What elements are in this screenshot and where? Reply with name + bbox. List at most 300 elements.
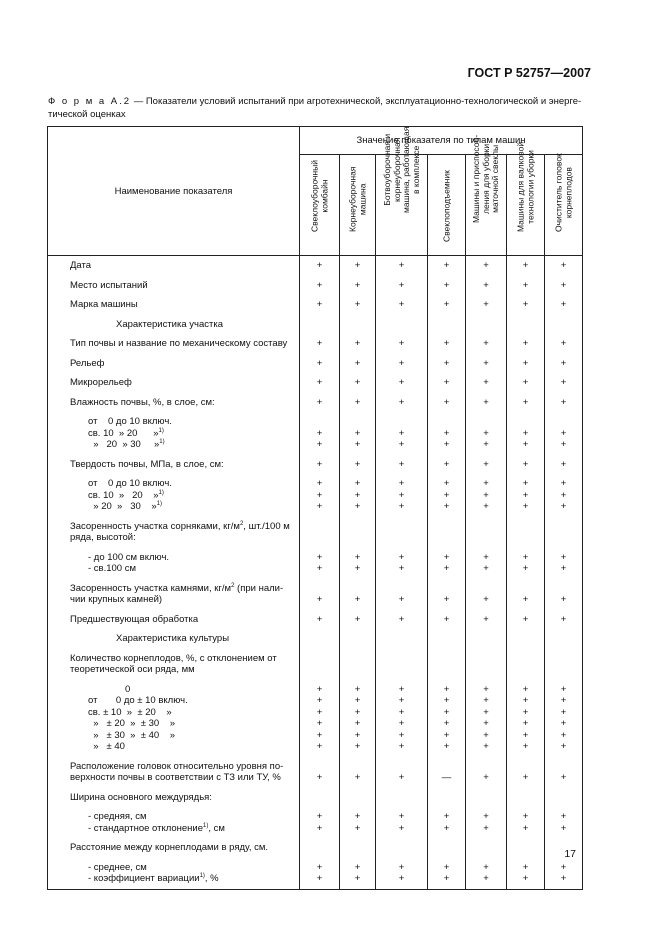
value-cell — [300, 315, 340, 335]
value-mark — [507, 653, 544, 665]
value-mark: + — [560, 299, 567, 310]
indicator-name — [48, 334, 300, 354]
indicator-line: от 0 до 10 включ. — [88, 416, 172, 427]
value-mark: + — [398, 489, 405, 501]
value-mark: + — [443, 489, 450, 501]
value-mark: + — [483, 427, 489, 439]
value-mark — [376, 416, 427, 428]
indicator-line: Дата — [70, 260, 92, 271]
value-mark: + — [560, 501, 567, 512]
value-mark: + — [354, 563, 361, 574]
value-mark — [466, 521, 506, 533]
value-mark — [545, 792, 582, 804]
value-cell — [466, 354, 507, 374]
value-mark — [300, 532, 339, 544]
value-mark: + — [522, 478, 529, 489]
indicator-name — [48, 276, 300, 296]
value-mark: + — [560, 279, 567, 291]
indicator-line: » ± 40 — [88, 741, 125, 752]
table-row — [48, 256, 583, 276]
value-mark: + — [483, 772, 489, 783]
indicator-name — [48, 412, 300, 455]
value-mark: + — [354, 501, 361, 512]
indicator-line: Твердость почвы, МПа, в слое, см: — [70, 458, 224, 470]
value-mark — [428, 792, 465, 804]
value-cell — [545, 858, 583, 890]
value-mark: + — [443, 594, 450, 605]
value-mark: + — [522, 772, 529, 783]
value-mark: + — [443, 706, 450, 718]
machine-type-header-2 — [376, 126, 428, 256]
value-mark: + — [443, 478, 450, 489]
value-mark — [545, 416, 582, 428]
value-mark: + — [398, 338, 405, 349]
value-cell — [466, 610, 507, 630]
value-mark — [466, 842, 506, 854]
indicator-line: Расположение головок относительно уровня по- — [70, 760, 284, 772]
value-mark — [507, 664, 544, 676]
value-mark: + — [560, 439, 567, 450]
value-mark: + — [522, 551, 529, 563]
value-mark — [466, 653, 506, 665]
indicator-line: Расстояние между корнеплодами в ряду, см. — [70, 842, 269, 853]
caption-text: — Показатели условий испытаний при агротехнической, эксплуатационно-технологической и энерге-тической оценках — [48, 96, 582, 120]
indicator-name — [48, 373, 300, 393]
value-cell — [300, 548, 340, 579]
value-mark: + — [354, 706, 361, 718]
indicator-name — [48, 393, 300, 413]
value-mark — [428, 532, 465, 544]
value-cell — [340, 393, 376, 413]
value-mark: + — [483, 357, 489, 369]
value-cell — [545, 548, 583, 579]
section-title — [48, 629, 300, 649]
value-cell — [428, 412, 466, 455]
value-mark: + — [443, 695, 450, 706]
value-mark: + — [443, 861, 450, 873]
value-mark — [507, 792, 544, 804]
value-mark: + — [483, 741, 489, 752]
value-cell — [376, 757, 428, 788]
value-cell — [300, 649, 340, 680]
value-cell — [300, 474, 340, 517]
value-mark — [545, 664, 582, 676]
value-cell — [300, 334, 340, 354]
value-cell — [466, 295, 507, 315]
value-cell — [340, 579, 376, 610]
machine-type-label: Очиститель головок корнеплодов — [553, 153, 573, 232]
value-cell — [545, 334, 583, 354]
value-cell — [428, 548, 466, 579]
value-mark: + — [443, 377, 450, 388]
value-mark — [340, 532, 375, 544]
value-cell — [545, 412, 583, 455]
value-mark: + — [522, 729, 529, 741]
value-mark: + — [560, 706, 567, 718]
value-mark: + — [560, 811, 567, 822]
value-mark: + — [483, 683, 489, 695]
indicator-line: Место испытаний — [70, 279, 148, 291]
indicator-line: » ± 30 » ± 40 » — [88, 729, 176, 741]
value-mark: + — [354, 741, 361, 752]
value-mark — [545, 521, 582, 533]
value-mark: + — [316, 439, 323, 450]
value-mark: + — [560, 563, 567, 574]
value-cell — [466, 649, 507, 680]
value-cell — [428, 334, 466, 354]
value-cell — [466, 838, 507, 858]
value-cell — [376, 315, 428, 335]
value-cell — [466, 393, 507, 413]
value-mark — [507, 583, 544, 595]
value-mark: + — [316, 260, 323, 271]
value-cell — [300, 455, 340, 475]
value-cell — [340, 474, 376, 517]
value-mark: + — [443, 822, 450, 834]
indicator-name — [48, 680, 300, 757]
value-mark: + — [316, 695, 323, 706]
indicator-line: Засоренность участка сорняками, $кг/м^2$, шт./100 м — [70, 520, 290, 532]
value-mark: + — [398, 279, 405, 291]
indicator-line: - среднее, см — [88, 861, 147, 873]
indicator-line: Влажность почвы, %, в слое, см: — [70, 396, 215, 408]
value-mark: + — [443, 260, 450, 271]
value-mark: + — [483, 551, 489, 563]
value-mark: + — [354, 279, 361, 291]
value-mark: + — [560, 338, 567, 349]
value-cell — [300, 680, 340, 757]
value-mark: + — [483, 613, 489, 625]
table-row — [48, 680, 583, 757]
value-mark: + — [398, 563, 405, 574]
indicator-name — [48, 455, 300, 475]
section-row — [48, 629, 583, 649]
value-mark — [507, 521, 544, 533]
value-mark: + — [398, 501, 405, 512]
indicator-line: Микрорельеф — [70, 377, 132, 388]
value-cell — [507, 412, 545, 455]
value-mark: + — [354, 396, 361, 408]
value-cell — [376, 393, 428, 413]
value-mark: + — [483, 729, 489, 741]
indicator-name — [48, 807, 300, 838]
value-mark — [340, 792, 375, 804]
value-mark: + — [316, 729, 323, 741]
value-cell — [507, 788, 545, 808]
value-mark: + — [398, 396, 405, 408]
table-row — [48, 548, 583, 579]
value-mark — [545, 761, 582, 773]
indicator-line: 0 — [88, 683, 131, 695]
value-mark: + — [398, 478, 405, 489]
value-mark: + — [560, 718, 567, 729]
value-mark: + — [560, 729, 567, 741]
value-cell — [340, 315, 376, 335]
indicator-name — [48, 579, 300, 610]
value-cell — [428, 788, 466, 808]
value-cell — [340, 680, 376, 757]
machine-type-label: Свеклоподъемник — [440, 169, 451, 242]
value-mark: + — [398, 458, 405, 470]
value-cell — [545, 256, 583, 276]
value-mark — [507, 416, 544, 428]
value-mark — [300, 521, 339, 533]
value-mark — [428, 761, 465, 773]
value-cell — [376, 629, 428, 649]
machine-type-label: Корнеуборочная машина — [347, 166, 367, 232]
value-cell — [507, 548, 545, 579]
value-mark — [376, 532, 427, 544]
indicator-name — [48, 295, 300, 315]
value-cell — [300, 295, 340, 315]
value-cell — [507, 517, 545, 548]
value-mark: + — [522, 695, 529, 706]
value-mark: + — [443, 458, 450, 470]
value-mark: + — [522, 563, 529, 574]
value-mark: + — [316, 594, 323, 605]
value-cell — [545, 807, 583, 838]
value-cell — [428, 858, 466, 890]
value-mark — [428, 664, 465, 676]
value-cell — [376, 412, 428, 455]
value-cell — [545, 373, 583, 393]
value-mark — [376, 521, 427, 533]
machine-type-header-6 — [545, 155, 583, 256]
value-cell — [300, 788, 340, 808]
value-mark — [300, 792, 339, 804]
indicator-line: св. ± 10 » ± 20 » — [88, 706, 172, 718]
value-cell — [428, 579, 466, 610]
value-cell — [428, 295, 466, 315]
value-mark: + — [483, 489, 489, 501]
value-cell — [507, 807, 545, 838]
table-body — [48, 256, 583, 890]
value-cell — [507, 455, 545, 475]
value-mark: + — [354, 861, 361, 873]
value-cell — [376, 579, 428, 610]
value-cell — [466, 517, 507, 548]
indicator-line: от 0 до 10 включ. — [88, 478, 172, 489]
value-cell — [545, 393, 583, 413]
value-mark: + — [316, 396, 323, 408]
value-mark: + — [483, 873, 489, 884]
value-cell — [376, 807, 428, 838]
value-cell — [428, 838, 466, 858]
value-mark: + — [316, 357, 323, 369]
value-cell — [507, 610, 545, 630]
indicator-line: » ± 20 » ± 30 » — [88, 718, 176, 729]
value-mark — [428, 583, 465, 595]
value-cell — [340, 276, 376, 296]
value-cell — [428, 354, 466, 374]
value-cell — [507, 649, 545, 680]
value-mark: + — [483, 299, 489, 310]
value-cell — [376, 788, 428, 808]
value-mark: + — [443, 501, 450, 512]
value-mark: + — [560, 551, 567, 563]
table-row — [48, 838, 583, 858]
value-cell — [428, 807, 466, 838]
value-cell — [428, 256, 466, 276]
value-mark: + — [354, 439, 361, 450]
indicator-line: Количество корнеплодов, %, с отклонением от — [70, 652, 277, 664]
value-cell — [340, 649, 376, 680]
value-mark: + — [560, 873, 567, 884]
value-cell — [340, 757, 376, 788]
value-mark — [300, 583, 339, 595]
value-mark: + — [316, 279, 323, 291]
value-mark — [545, 532, 582, 544]
value-mark — [466, 792, 506, 804]
value-mark: + — [316, 338, 323, 349]
value-cell — [300, 858, 340, 890]
value-mark: + — [354, 260, 361, 271]
value-cell — [376, 649, 428, 680]
value-mark: + — [316, 741, 323, 752]
value-mark: + — [560, 260, 567, 271]
value-mark: + — [522, 861, 529, 873]
value-mark: + — [398, 683, 405, 695]
value-mark — [545, 583, 582, 595]
value-mark: + — [560, 695, 567, 706]
value-mark: + — [398, 772, 405, 783]
value-cell — [340, 295, 376, 315]
value-mark: + — [443, 396, 450, 408]
value-cell — [466, 334, 507, 354]
value-cell — [300, 393, 340, 413]
value-cell — [545, 354, 583, 374]
value-mark: + — [354, 489, 361, 501]
value-cell — [376, 334, 428, 354]
value-mark: + — [443, 563, 450, 574]
value-mark: + — [316, 478, 323, 489]
value-cell — [428, 517, 466, 548]
value-cell — [466, 455, 507, 475]
table-row — [48, 354, 583, 374]
value-cell — [466, 757, 507, 788]
value-cell — [466, 858, 507, 890]
value-mark: + — [354, 718, 361, 729]
value-mark: + — [443, 718, 450, 729]
value-cell — [428, 455, 466, 475]
value-mark: + — [398, 873, 405, 884]
table-row — [48, 788, 583, 808]
value-cell — [300, 412, 340, 455]
value-cell — [507, 757, 545, 788]
value-cell — [428, 610, 466, 630]
value-mark: + — [483, 718, 489, 729]
value-mark: + — [398, 260, 405, 271]
value-cell — [428, 629, 466, 649]
value-mark: + — [443, 299, 450, 310]
value-cell — [507, 579, 545, 610]
value-mark: + — [483, 458, 489, 470]
table-row — [48, 412, 583, 455]
value-cell — [466, 680, 507, 757]
value-mark: + — [560, 822, 567, 834]
value-cell — [507, 838, 545, 858]
value-mark — [376, 792, 427, 804]
value-cell — [340, 354, 376, 374]
value-cell — [340, 256, 376, 276]
indicator-line: Характеристика культуры — [116, 633, 230, 644]
value-mark: + — [398, 439, 405, 450]
value-mark: + — [560, 396, 567, 408]
value-mark — [340, 842, 375, 854]
value-cell — [376, 474, 428, 517]
value-mark — [300, 653, 339, 665]
machine-type-label: Свеклоуборочный комбайн — [309, 160, 329, 232]
machine-type-header-4 — [466, 134, 507, 256]
value-cell — [340, 412, 376, 455]
value-mark — [466, 761, 506, 773]
value-mark — [376, 583, 427, 595]
indicator-line: верхности почвы в соответствии с ТЗ или ТУ, % — [70, 772, 281, 783]
indicator-name — [48, 858, 300, 890]
value-cell — [507, 276, 545, 296]
table-row — [48, 295, 583, 315]
value-mark: + — [354, 427, 361, 439]
value-mark — [428, 653, 465, 665]
value-cell — [428, 373, 466, 393]
value-cell — [376, 680, 428, 757]
value-cell — [300, 838, 340, 858]
value-mark: + — [354, 683, 361, 695]
value-mark: + — [316, 458, 323, 470]
value-mark: + — [483, 822, 489, 834]
column-header-name: Наименование показателя — [48, 127, 300, 256]
value-mark: + — [443, 338, 450, 349]
value-cell — [340, 334, 376, 354]
value-cell — [340, 788, 376, 808]
value-mark: + — [354, 695, 361, 706]
value-mark: + — [522, 439, 529, 450]
indicator-name — [48, 788, 300, 808]
indicator-line: ряда, высотой: — [70, 532, 136, 543]
value-mark: + — [522, 718, 529, 729]
value-mark: + — [316, 299, 323, 310]
indicator-name — [48, 354, 300, 374]
value-mark: + — [398, 706, 405, 718]
value-mark: + — [316, 822, 323, 834]
value-mark: + — [560, 489, 567, 501]
value-cell — [376, 548, 428, 579]
value-mark: + — [522, 377, 529, 388]
value-mark: + — [522, 458, 529, 470]
page-number: 17 — [564, 848, 576, 860]
value-cell — [340, 858, 376, 890]
indicator-line: - стандартное отклонение$^{1)}$, см — [88, 822, 225, 834]
indicator-name — [48, 838, 300, 858]
value-mark: + — [483, 695, 489, 706]
value-cell — [466, 373, 507, 393]
standard-designation: ГОСТ Р 52757—2007 — [467, 66, 591, 80]
value-mark: + — [443, 873, 450, 884]
value-mark: + — [522, 683, 529, 695]
value-cell — [545, 517, 583, 548]
value-mark: + — [483, 594, 489, 605]
caption-prefix: Ф о р м а А.2 — [48, 96, 132, 107]
value-mark: + — [522, 299, 529, 310]
value-mark: + — [398, 729, 405, 741]
value-mark — [340, 761, 375, 773]
value-cell — [545, 629, 583, 649]
value-cell — [300, 517, 340, 548]
value-mark: + — [483, 338, 489, 349]
indicator-line: » 20 » 30 »$^{1)}$ — [88, 500, 163, 512]
value-cell — [428, 680, 466, 757]
value-cell — [376, 276, 428, 296]
